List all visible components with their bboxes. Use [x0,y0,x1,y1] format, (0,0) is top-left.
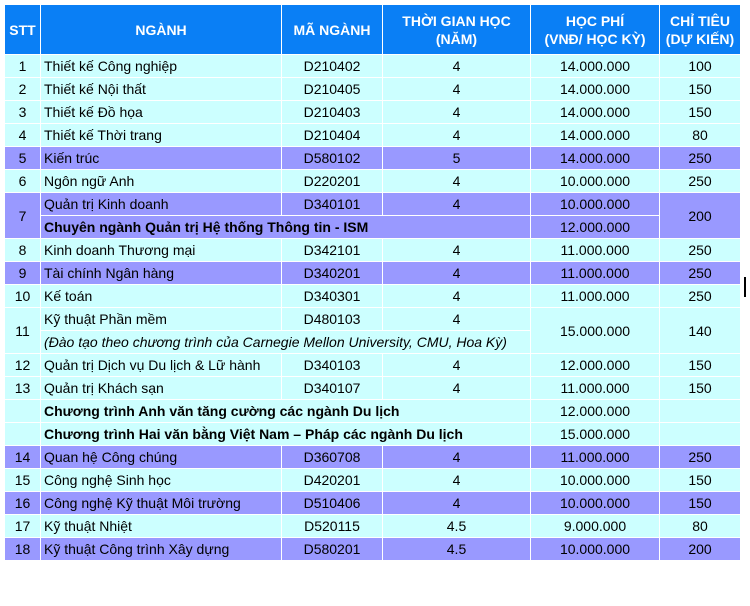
cell-phi: 11.000.000 [531,446,660,469]
header-chi-tieu: CHỈ TIÊU (DỰ KIẾN) [660,5,741,55]
cell-nganh: Quan hệ Công chúng [41,446,282,469]
cell-nam: 4 [383,492,531,515]
cell-phi: 11.000.000 [531,262,660,285]
cell-stt: 11 [5,308,41,354]
cell-stt: 16 [5,492,41,515]
tuition-table-container [4,4,741,561]
table-row [5,147,741,170]
cell-nganh: Công nghệ Sinh học [41,469,282,492]
cell-chi-tieu: 140 [660,308,741,354]
cell-chi-tieu: 80 [660,515,741,538]
cell-nganh: Quản trị Kinh doanh [41,193,282,216]
table-row [5,193,741,216]
cell-chi-tieu: 150 [660,78,741,101]
cell-stt: 12 [5,354,41,377]
cell-ma: D210402 [282,55,383,78]
cell-nam: 4 [383,354,531,377]
header-row [5,5,741,55]
cell-nam: 4 [383,308,531,331]
tuition-table [4,4,741,561]
cell-empty [660,423,741,446]
cell-phi: 10.000.000 [531,469,660,492]
table-row [5,492,741,515]
cell-ma: D210405 [282,78,383,101]
cell-label: Chương trình Hai văn bằng Việt Nam – Pháp các ngành Du lịch [41,423,531,446]
cell-chi-tieu: 150 [660,354,741,377]
cell-sub-phi: 12.000.000 [531,216,660,239]
cell-nam: 4 [383,101,531,124]
cell-nam: 4 [383,170,531,193]
cell-stt: 14 [5,446,41,469]
cell-stt: 2 [5,78,41,101]
cell-phi: 14.000.000 [531,147,660,170]
cell-stt: 18 [5,538,41,561]
cell-nam: 4 [383,377,531,400]
cell-ma: D520115 [282,515,383,538]
cell-stt: 17 [5,515,41,538]
cell-nganh: Thiết kế Thời trang [41,124,282,147]
header-thoi-gian: THỜI GIAN HỌC (NĂM) [383,5,531,55]
cell-phi: 10.000.000 [531,538,660,561]
special-program-row [5,423,741,446]
table-row [5,101,741,124]
table-row [5,78,741,101]
cell-ma: D360708 [282,446,383,469]
table-row [5,515,741,538]
special-program-row [5,400,741,423]
edge-marker [744,277,746,297]
cell-ma: D340101 [282,193,383,216]
cell-stt: 9 [5,262,41,285]
cell-stt: 6 [5,170,41,193]
cell-phi: 15.000.000 [531,308,660,354]
cell-nganh: Kỹ thuật Nhiệt [41,515,282,538]
cell-ma: D210403 [282,101,383,124]
cell-phi: 12.000.000 [531,400,660,423]
cell-ma: D340301 [282,285,383,308]
cell-ma: D220201 [282,170,383,193]
program-note: (Đào tạo theo chương trình của Carnegie Mellon University, CMU, Hoa Kỳ) [41,331,531,354]
table-row [5,469,741,492]
cell-chi-tieu: 250 [660,262,741,285]
cell-phi: 14.000.000 [531,78,660,101]
cell-phi: 12.000.000 [531,354,660,377]
cell-stt: 10 [5,285,41,308]
cell-empty [660,400,741,423]
cell-nam: 4.5 [383,538,531,561]
cell-phi: 10.000.000 [531,193,660,216]
cell-nam: 5 [383,147,531,170]
table-row [5,446,741,469]
table-row [5,354,741,377]
header-ma-nganh: MÃ NGÀNH [282,5,383,55]
cell-nganh: Thiết kế Nội thất [41,78,282,101]
cell-ma: D342101 [282,239,383,262]
cell-chi-tieu: 250 [660,147,741,170]
cell-nganh: Quản trị Dịch vụ Du lịch & Lữ hành [41,354,282,377]
table-row [5,170,741,193]
table-row [5,124,741,147]
cell-nam: 4 [383,193,531,216]
cell-ma: D340201 [282,262,383,285]
cell-phi: 11.000.000 [531,377,660,400]
cell-ma: D340107 [282,377,383,400]
cell-phi: 11.000.000 [531,285,660,308]
cell-nganh: Kỹ thuật Công trình Xây dựng [41,538,282,561]
cell-nganh: Thiết kế Công nghiệp [41,55,282,78]
cell-stt: 3 [5,101,41,124]
cell-nam: 4 [383,78,531,101]
cell-chi-tieu: 150 [660,101,741,124]
header-stt: STT [5,5,41,55]
cell-nganh: Ngôn ngữ Anh [41,170,282,193]
cell-stt: 7 [5,193,41,239]
table-row [5,262,741,285]
cell-chi-tieu: 250 [660,285,741,308]
cell-ma: D580102 [282,147,383,170]
cell-nam: 4 [383,55,531,78]
cell-chi-tieu: 100 [660,55,741,78]
cell-nam: 4 [383,469,531,492]
table-row-sub [5,216,741,239]
cell-empty [5,423,41,446]
table-row [5,239,741,262]
cell-ma: D420201 [282,469,383,492]
cell-chi-tieu: 150 [660,469,741,492]
cell-ma: D580201 [282,538,383,561]
cell-nganh: Kiến trúc [41,147,282,170]
cell-stt: 8 [5,239,41,262]
table-row [5,377,741,400]
cell-stt: 13 [5,377,41,400]
cell-nam: 4 [383,262,531,285]
cell-phi: 15.000.000 [531,423,660,446]
cell-chi-tieu: 200 [660,538,741,561]
cell-nam: 4 [383,446,531,469]
cell-nganh: Quản trị Khách sạn [41,377,282,400]
cell-ma: D340103 [282,354,383,377]
cell-nam: 4 [383,285,531,308]
cell-chi-tieu: 250 [660,170,741,193]
cell-phi: 11.000.000 [531,239,660,262]
cell-phi: 14.000.000 [531,124,660,147]
cell-chi-tieu: 150 [660,377,741,400]
cell-phi: 14.000.000 [531,101,660,124]
cell-stt: 1 [5,55,41,78]
cell-phi: 10.000.000 [531,170,660,193]
cell-chi-tieu: 200 [660,193,741,239]
cell-chi-tieu: 150 [660,492,741,515]
cell-chi-tieu: 250 [660,446,741,469]
cell-ma: D210404 [282,124,383,147]
table-row [5,538,741,561]
cell-chi-tieu: 250 [660,239,741,262]
cell-empty [5,400,41,423]
cell-phi: 9.000.000 [531,515,660,538]
header-nganh: NGÀNH [41,5,282,55]
cell-phi: 14.000.000 [531,55,660,78]
cell-nam: 4 [383,124,531,147]
cell-stt: 5 [5,147,41,170]
table-row [5,308,741,331]
cell-nganh: Công nghệ Kỹ thuật Môi trường [41,492,282,515]
table-row [5,285,741,308]
cell-nam: 4 [383,239,531,262]
cell-chi-tieu: 80 [660,124,741,147]
cell-ma: D480103 [282,308,383,331]
cell-stt: 4 [5,124,41,147]
cell-nganh: Kỹ thuật Phần mềm [41,308,282,331]
cell-label: Chương trình Anh văn tăng cường các ngành Du lịch [41,400,531,423]
cell-phi: 10.000.000 [531,492,660,515]
cell-nganh: Kế toán [41,285,282,308]
specialization-label: Chuyên ngành Quản trị Hệ thống Thông tin - ISM [41,216,531,239]
header-hoc-phi: HỌC PHÍ (VNĐ/ HỌC KỲ) [531,5,660,55]
cell-nganh: Kinh doanh Thương mại [41,239,282,262]
cell-stt: 15 [5,469,41,492]
table-row [5,55,741,78]
cell-ma: D510406 [282,492,383,515]
cell-nam: 4.5 [383,515,531,538]
cell-nganh: Thiết kế Đồ họa [41,101,282,124]
cell-nganh: Tài chính Ngân hàng [41,262,282,285]
